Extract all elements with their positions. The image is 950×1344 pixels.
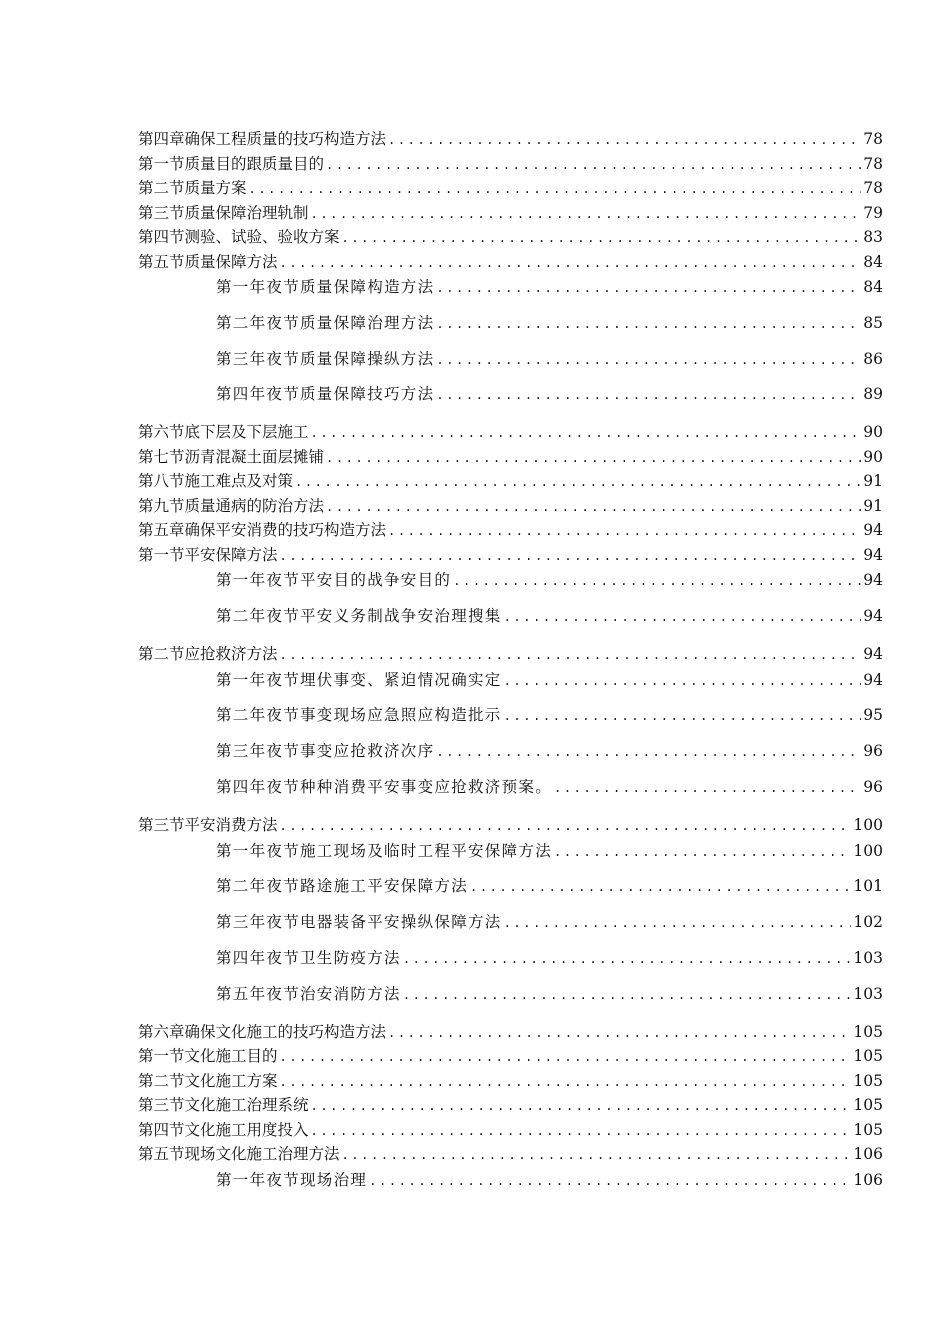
toc-entry-page-number: 78 <box>863 130 883 148</box>
dot-leader <box>504 606 862 629</box>
toc-entry[interactable] <box>138 605 883 643</box>
dot-leader <box>342 1144 852 1167</box>
dot-leader <box>311 203 862 226</box>
toc-entry-title: 第五节质量保障方法 <box>138 252 278 271</box>
toc-entry-page-number: 105 <box>853 1022 883 1041</box>
toc-entry[interactable] <box>138 1094 883 1119</box>
toc-entry-page-number: 94 <box>863 670 883 689</box>
toc-entry[interactable] <box>138 312 883 348</box>
toc-entry-page-number: 105 <box>853 1096 883 1115</box>
toc-entry-title: 第一节质量目的跟质量目的 <box>138 154 325 173</box>
toc-entry[interactable] <box>138 1045 883 1070</box>
toc-entry[interactable] <box>138 421 883 446</box>
toc-entry[interactable] <box>138 383 883 421</box>
dot-leader <box>280 252 862 275</box>
toc-entry-title: 第四年夜节质量保障技巧方法 <box>216 385 435 404</box>
toc-entry-page-number: 90 <box>863 423 883 442</box>
dot-leader <box>504 912 852 935</box>
dot-leader <box>554 777 861 800</box>
dot-leader <box>436 741 861 764</box>
toc-entry-page-number: 89 <box>863 385 883 404</box>
dot-leader <box>388 1022 851 1045</box>
toc-entry-title: 第四年夜节种种消费平安事变应抢救济预案。 <box>216 778 553 797</box>
dot-leader <box>280 1046 852 1069</box>
toc-entry-title: 第二年夜节事变现场应急照应构造批示 <box>216 706 502 725</box>
dot-leader <box>504 670 862 693</box>
toc-entry-page-number: 102 <box>853 913 883 932</box>
toc-entry-title: 第二年夜节路途施工平安保障方法 <box>216 877 469 896</box>
toc-entry-page-number: 85 <box>863 313 883 332</box>
toc-entry-title: 第一年夜节质量保障构造方法 <box>216 278 435 296</box>
toc-entry[interactable] <box>138 704 883 740</box>
toc-entry-page-number: 101 <box>853 877 883 896</box>
dot-leader <box>280 1071 852 1094</box>
dot-leader <box>388 129 861 152</box>
toc-entry-page-number: 100 <box>853 841 883 860</box>
toc-entry-page-number: 86 <box>863 349 883 368</box>
toc-entry[interactable] <box>138 202 883 227</box>
dot-leader <box>436 313 861 336</box>
toc-entry[interactable] <box>138 446 883 471</box>
toc-entry[interactable] <box>138 153 883 178</box>
toc-entry[interactable] <box>138 1143 883 1168</box>
toc-entry[interactable] <box>138 911 883 947</box>
toc-entry-title: 第五节现场文化施工治理方法 <box>138 1145 340 1164</box>
toc-entry[interactable] <box>138 983 883 1021</box>
toc-entry-title: 第二年夜节平安义务制战争安治理搜集 <box>216 607 502 626</box>
toc-entry-title: 第一节平安保障方法 <box>138 545 278 564</box>
toc-entry-page-number: 94 <box>863 607 883 626</box>
dot-leader <box>403 948 852 971</box>
toc-entry-title: 第三节质量保障治理轨制 <box>138 203 309 222</box>
toc-entry-title: 第三年夜节事变应抢救济次序 <box>216 742 435 761</box>
toc-entry-page-number: 91 <box>863 496 883 515</box>
toc-entry[interactable] <box>138 740 883 776</box>
toc-entry-page-number: 105 <box>853 1071 883 1090</box>
toc-entry-title: 第一年夜节施工现场及临时工程平安保障方法 <box>216 841 553 860</box>
toc-entry[interactable] <box>138 495 883 520</box>
toc-entry[interactable] <box>138 128 883 153</box>
toc-entry[interactable] <box>138 544 883 569</box>
toc-entry-title: 第一年夜节平安目的战争安目的 <box>216 571 452 590</box>
dot-leader <box>504 705 862 728</box>
toc-entry-page-number: 106 <box>853 1170 883 1189</box>
toc-entry-page-number: 96 <box>863 778 883 797</box>
toc-entry[interactable] <box>138 177 883 202</box>
toc-entry-title: 第四节测验、试验、验收方案 <box>138 228 340 246</box>
toc-entry[interactable] <box>138 519 883 544</box>
toc-entry-page-number: 94 <box>863 571 883 590</box>
toc-entry[interactable] <box>138 251 883 276</box>
dot-leader <box>436 349 861 372</box>
toc-entry-title: 第四章确保工程质量的技巧构造方法 <box>138 130 387 148</box>
toc-entry[interactable] <box>138 1070 883 1095</box>
toc-entry-page-number: 78 <box>863 179 883 197</box>
toc-entry-title: 第二节文化施工方案 <box>138 1071 278 1090</box>
toc-entry-page-number: 94 <box>863 545 883 564</box>
toc-entry-title: 第六节底下层及下层施工 <box>138 423 309 442</box>
toc-entry-page-number: 94 <box>863 645 883 664</box>
dot-leader <box>249 178 862 201</box>
toc-entry[interactable] <box>138 1169 883 1207</box>
toc-entry[interactable] <box>138 470 883 495</box>
toc-entry[interactable] <box>138 276 883 312</box>
toc-entry[interactable] <box>138 840 883 876</box>
toc-entry-page-number: 84 <box>863 278 883 296</box>
toc-entry-title: 第二节应抢救济方法 <box>138 645 278 664</box>
toc-entry-page-number: 103 <box>853 948 883 967</box>
toc-entry[interactable] <box>138 348 883 384</box>
toc-entry-title: 第七节沥青混凝土面层摊铺 <box>138 447 325 466</box>
dot-leader <box>369 1170 851 1193</box>
toc-entry[interactable] <box>138 1021 883 1046</box>
toc-entry-page-number: 83 <box>863 228 883 246</box>
toc-entry[interactable] <box>138 776 883 814</box>
dot-leader <box>280 815 852 838</box>
toc-entry[interactable] <box>138 947 883 983</box>
toc-entry-page-number: 100 <box>853 816 883 835</box>
toc-entry-title: 第四节文化施工用度投入 <box>138 1120 309 1139</box>
dot-leader <box>470 876 851 899</box>
dot-leader <box>311 422 862 445</box>
dot-leader <box>311 1095 852 1118</box>
toc-entry-page-number: 91 <box>863 472 883 491</box>
toc-entry-page-number: 84 <box>863 252 883 271</box>
toc-entry-title: 第九节质量通病的防治方法 <box>138 496 325 515</box>
toc-entry[interactable] <box>138 569 883 605</box>
toc-entry-title: 第二节质量方案 <box>138 179 247 197</box>
toc-entry-page-number: 105 <box>853 1120 883 1139</box>
toc-entry[interactable] <box>138 814 883 839</box>
toc-entry-title: 第三年夜节电器装备平安操纵保障方法 <box>216 913 502 932</box>
toc-entry-title: 第三年夜节质量保障操纵方法 <box>216 349 435 368</box>
dot-leader <box>554 841 851 864</box>
dot-leader <box>326 447 861 470</box>
toc-entry-page-number: 106 <box>853 1145 883 1164</box>
toc-entry-title: 第八节施工难点及对策 <box>138 472 294 491</box>
dot-leader <box>295 471 861 494</box>
table-of-contents <box>138 128 883 1207</box>
dot-leader <box>403 984 852 1007</box>
dot-leader <box>280 545 862 568</box>
toc-entry-page-number: 94 <box>863 521 883 540</box>
toc-entry[interactable] <box>138 226 883 251</box>
toc-entry-page-number: 103 <box>853 984 883 1003</box>
toc-entry[interactable] <box>138 669 883 705</box>
toc-entry-title: 第一年夜节现场治理 <box>216 1170 368 1189</box>
toc-entry-title: 第四年夜节卫生防疫方法 <box>216 948 401 967</box>
dot-leader <box>326 496 861 519</box>
toc-entry-page-number: 95 <box>863 706 883 725</box>
toc-entry-page-number: 105 <box>853 1047 883 1066</box>
toc-entry-page-number: 90 <box>863 447 883 466</box>
toc-entry-page-number: 96 <box>863 742 883 761</box>
dot-leader <box>436 277 861 300</box>
toc-entry-title: 第五年夜节治安消防方法 <box>216 984 401 1003</box>
toc-entry-title: 第三节文化施工治理系统 <box>138 1096 309 1115</box>
toc-entry-title: 第六章确保文化施工的技巧构造方法 <box>138 1022 387 1041</box>
dot-leader <box>388 520 861 543</box>
toc-entry-title: 第一年夜节埋伏事变、紧迫情况确实定 <box>216 670 502 689</box>
toc-entry-title: 第三节平安消费方法 <box>138 816 278 835</box>
toc-entry-page-number: 78 <box>863 154 883 173</box>
dot-leader <box>453 570 861 593</box>
dot-leader <box>342 227 862 250</box>
toc-entry[interactable] <box>138 875 883 911</box>
dot-leader <box>436 384 861 407</box>
dot-leader <box>280 644 862 667</box>
toc-entry-title: 第一节文化施工目的 <box>138 1047 278 1066</box>
dot-leader <box>326 154 861 177</box>
toc-entry-page-number: 79 <box>863 203 883 222</box>
toc-entry[interactable] <box>138 1119 883 1144</box>
toc-entry-title: 第五章确保平安消费的技巧构造方法 <box>138 521 387 540</box>
toc-entry[interactable] <box>138 643 883 668</box>
dot-leader <box>311 1120 852 1143</box>
toc-entry-title: 第二年夜节质量保障治理方法 <box>216 313 435 332</box>
